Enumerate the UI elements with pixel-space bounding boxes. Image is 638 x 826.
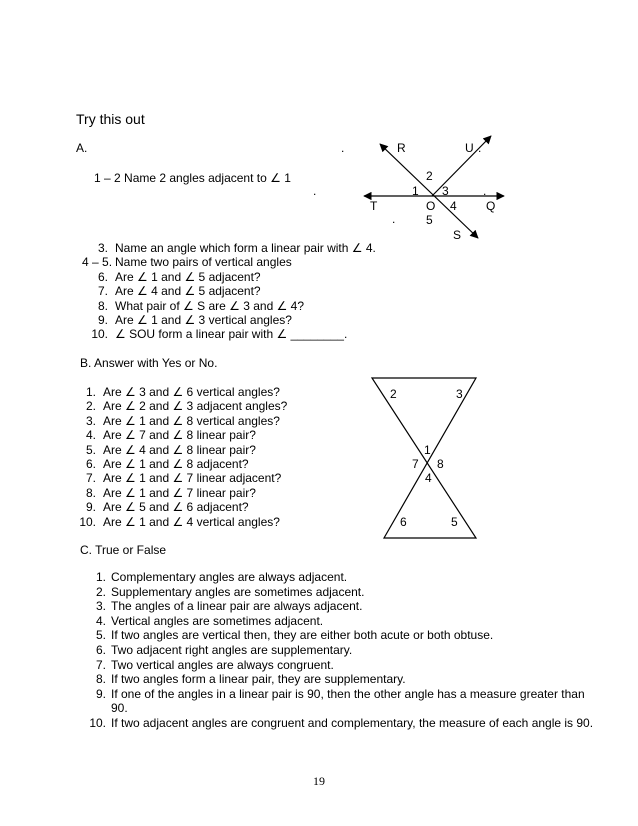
list-item: 7. Two vertical angles are always congruent.	[95, 657, 334, 672]
list-item: 1. Complementary angles are always adjacent.	[95, 570, 348, 584]
list-item: 8. What pair of ∠ S are ∠ 3 and ∠ 4?	[97, 298, 305, 313]
list-item: 9. Are ∠ 1 and ∠ 3 vertical angles?	[97, 313, 292, 328]
list-item: 1. Are ∠ 3 and ∠ 6 vertical angles?	[85, 385, 280, 399]
stray-dot: .	[392, 212, 396, 226]
angle-label-1: 1	[424, 443, 431, 457]
stray-dot: .	[483, 184, 487, 198]
list-item: 5. Are ∠ 4 and ∠ 8 linear pair?	[85, 442, 256, 457]
diagram-b	[372, 378, 476, 538]
angle-label-3: 3	[456, 387, 463, 401]
list-item: 2. Supplementary angles are sometimes adjacent.	[95, 584, 365, 599]
list-item: 4. Vertical angles are sometimes adjacent.	[95, 613, 324, 628]
list-item: 6. Two adjacent right angles are supplementary.	[95, 642, 353, 657]
label-t: T	[370, 199, 378, 213]
angle-label-5: 5	[451, 515, 458, 529]
list-item: 3. Name an angle which form a linear pair with ∠ 4.	[97, 241, 376, 255]
list-item: 10. Are ∠ 1 and ∠ 4 vertical angles?	[79, 514, 280, 529]
list-item: 7. Are ∠ 1 and ∠ 7 linear adjacent?	[85, 471, 282, 486]
stray-dot: .	[313, 184, 317, 198]
angle-label-3: 3	[442, 184, 449, 198]
list-item: 6. Are ∠ 1 and ∠ 8 adjacent?	[85, 457, 249, 472]
list-item: 10. ∠ SOU form a linear pair with ∠ ________.	[91, 327, 348, 342]
angle-label-4: 4	[425, 471, 432, 485]
label-q: Q	[486, 199, 496, 213]
list-item: 2. Are ∠ 2 and ∠ 3 adjacent angles?	[85, 399, 288, 414]
list-item: 5. If two angles are vertical then, they are either both acute or both obtuse.	[95, 628, 494, 643]
label-s: S	[453, 228, 462, 242]
list-item: 10. If two adjacent angles are congruent and complementary, the measure of each angle is 90.	[89, 715, 594, 730]
list-item: 3. The angles of a linear pair are always adjacent.	[95, 599, 363, 614]
label-u: U	[465, 141, 474, 155]
diagram-a	[364, 136, 504, 242]
angle-label-6: 6	[400, 515, 407, 529]
angle-label-4: 4	[450, 199, 457, 213]
angle-label-7: 7	[412, 457, 419, 471]
list-item: 6. Are ∠ 1 and ∠ 5 adjacent?	[97, 269, 261, 284]
stray-dot: .	[478, 141, 482, 155]
section-b-label: B. Answer with Yes or No.	[80, 356, 218, 370]
angle-label-5: 5	[426, 213, 433, 227]
page-number: 19	[313, 774, 325, 788]
label-r: R	[397, 141, 406, 155]
angle-label-8: 8	[437, 457, 444, 471]
hourglass-shape	[372, 378, 476, 538]
list-item: 7. Are ∠ 4 and ∠ 5 adjacent?	[97, 284, 261, 299]
list-item: 8. Are ∠ 1 and ∠ 7 linear pair?	[85, 485, 256, 500]
section-c-label: C. True or False	[80, 543, 167, 557]
angle-label-1: 1	[412, 184, 419, 198]
list-item: 9. Are ∠ 5 and ∠ 6 adjacent?	[85, 500, 249, 515]
list-item: 9. If one of the angles in a linear pair is 90, then the other angle has a measure greater than 90.	[95, 686, 585, 716]
section-a-label: A.	[76, 141, 88, 155]
list-item: 4. Are ∠ 7 and ∠ 8 linear pair?	[85, 428, 256, 443]
list-item: 8. If two angles form a linear pair, they are supplementary.	[95, 672, 406, 687]
list-item: 3. Are ∠ 1 and ∠ 8 vertical angles?	[85, 413, 280, 428]
angle-label-2: 2	[390, 387, 397, 401]
label-o: O	[426, 199, 436, 213]
stray-dot: .	[341, 141, 345, 155]
list-item: 4 – 5. Name two pairs of vertical angles	[82, 255, 292, 270]
question-a-1-2: 1 – 2 Name 2 angles adjacent to ∠ 1	[94, 171, 291, 185]
angle-label-2: 2	[426, 169, 433, 183]
page-heading: Try this out	[76, 111, 145, 127]
